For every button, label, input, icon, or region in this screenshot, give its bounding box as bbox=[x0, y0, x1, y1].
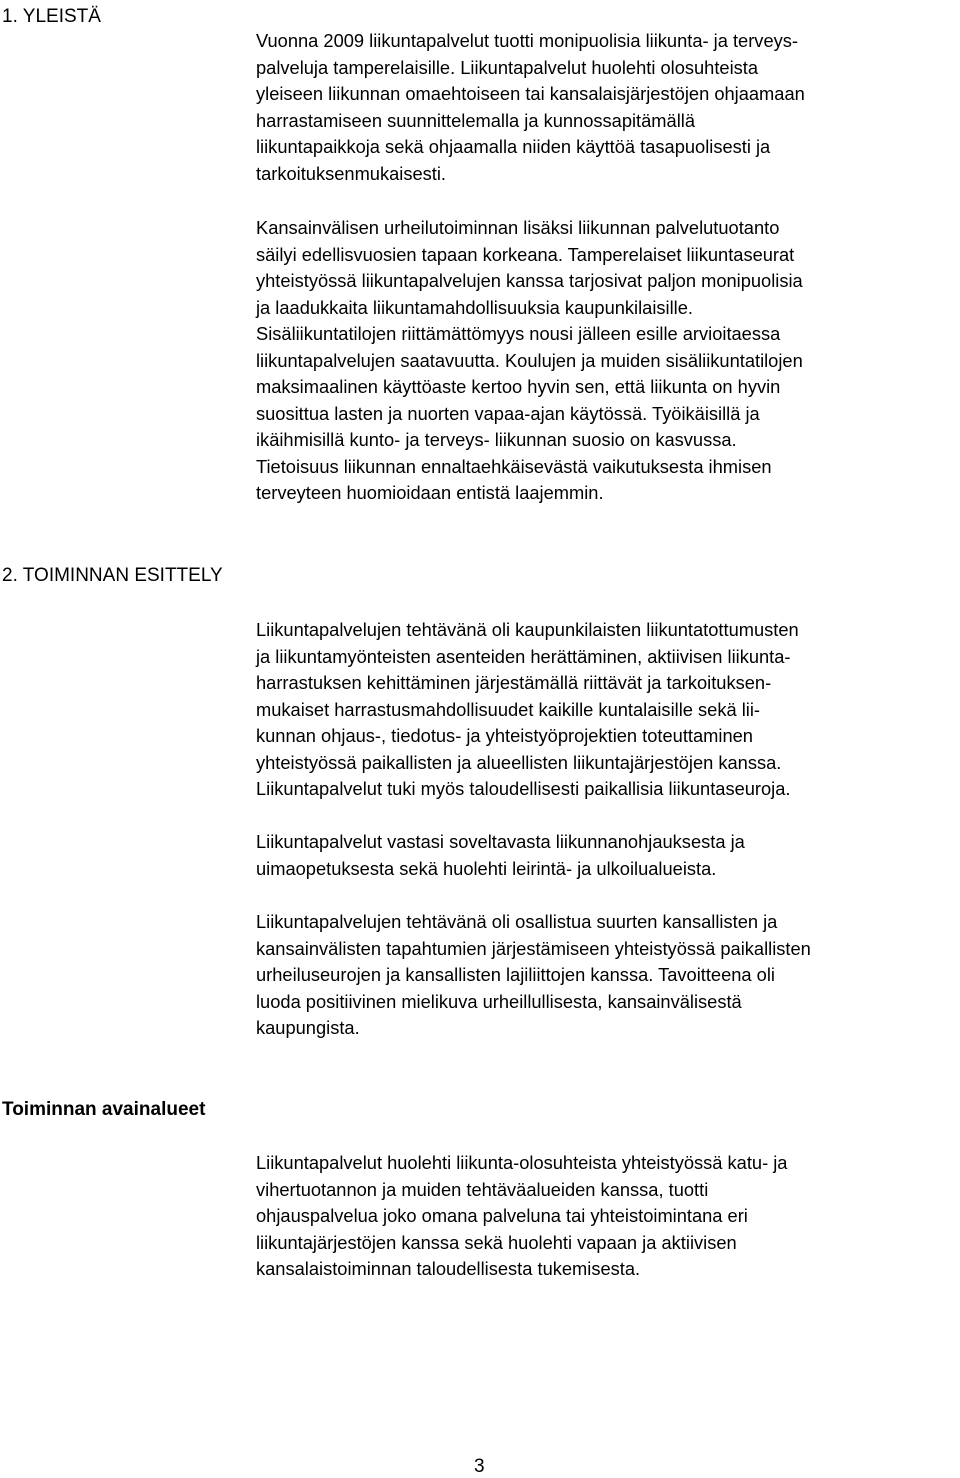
subheading-toiminnan-avainalueet: Toiminnan avainalueet bbox=[2, 1099, 206, 1120]
text-line: palveluja tamperelaisille. Liikuntapalvelut huolehti olosuhteista bbox=[256, 56, 759, 78]
text-line: uimaopetuksesta sekä huolehti leirintä- ja ulkoilualueista. bbox=[256, 857, 717, 879]
text-line: Liikuntapalvelut vastasi soveltavasta liikunnanohjauksesta ja bbox=[256, 831, 745, 852]
text-line: luoda positiivinen mielikuva urheillullisesta, kansainvälisestä bbox=[256, 990, 742, 1012]
text-line: liikuntapaikkoja sekä ohjaamalla niiden käyttöä tasapuolisesti ja bbox=[256, 136, 771, 157]
paragraph bbox=[256, 215, 960, 507]
text-line: liikuntapalvelujen saatavuutta. Koulujen ja muiden sisäliikuntatilojen bbox=[256, 349, 803, 371]
text-line: ohjauspalvelua joko omana palveluna tai yhteistoimintana eri bbox=[256, 1205, 748, 1226]
section-heading-toiminnan-esittely: 2. TOIMINNAN ESITTELY bbox=[2, 565, 223, 586]
text-line: säilyi edellisvuosien tapaan korkeana. Tamperelaiset liikuntaseurat bbox=[256, 243, 795, 265]
text-line: yhteistyössä liikuntapalvelujen kanssa tarjosivat paljon monipuolisia bbox=[256, 270, 803, 291]
text-line: Liikuntapalvelujen tehtävänä oli osallistua suurten kansallisten ja bbox=[256, 911, 778, 932]
text-line: harrastuksen kehittäminen järjestämällä riittävät ja tarkoituksen- bbox=[256, 672, 772, 693]
text-line: kunnan ohjaus-, tiedotus- ja yhteistyöprojektien toteuttaminen bbox=[256, 725, 753, 746]
text-line: Sisäliikuntatilojen riittämättömyys nousi jälleen esille arvioitaessa bbox=[256, 323, 781, 344]
paragraph bbox=[256, 909, 960, 1042]
text-line: terveyteen huomioidaan entistä laajemmin. bbox=[256, 482, 604, 503]
text-line: vihertuotannon ja muiden tehtäväalueiden kanssa, tuotti bbox=[256, 1178, 709, 1200]
paragraph bbox=[256, 829, 960, 882]
text-line: harrastamiseen suunnittelemalla ja kunnossapitämällä bbox=[256, 109, 695, 131]
text-line: kansalaistoiminnan taloudellisesta tukemisesta. bbox=[256, 1258, 641, 1279]
text-line: suosittua lasten ja nuorten vapaa-ajan käytössä. Työikäisillä ja bbox=[256, 402, 760, 424]
paragraph bbox=[256, 1150, 960, 1283]
text-line: Liikuntapalvelut tuki myös taloudellisesti paikallisia liikuntaseuroja. bbox=[256, 778, 791, 799]
text-line: yleiseen liikunnan omaehtoiseen tai kansalaisjärjestöjen ohjaamaan bbox=[256, 83, 805, 104]
text-line: kansainvälisten tapahtumien järjestämiseen yhteistyössä paikallisten bbox=[256, 937, 811, 959]
text-line: yhteistyössä paikallisten ja alueellisten liikuntajärjestöjen kanssa. bbox=[256, 751, 782, 773]
text-line: mukaiset harrastusmahdollisuudet kaikille kuntalaisille sekä lii- bbox=[256, 698, 760, 720]
text-line: ikäihmisillä kunto- ja terveys- liikunnan suosio on kasvussa. bbox=[256, 429, 737, 450]
text-line: Vuonna 2009 liikuntapalvelut tuotti monipuolisia liikunta- ja terveys- bbox=[256, 30, 798, 51]
page-number: 3 bbox=[474, 1456, 485, 1477]
text-line: Liikuntapalvelut huolehti liikunta-olosuhteista yhteistyössä katu- ja bbox=[256, 1152, 788, 1173]
text-line: ja liikuntamyönteisten asenteiden herättäminen, aktiivisen liikunta- bbox=[256, 645, 791, 667]
text-line: kaupungista. bbox=[256, 1017, 360, 1038]
text-line: tarkoituksenmukaisesti. bbox=[256, 162, 446, 184]
text-line: maksimaalinen käyttöaste kertoo hyvin sen, että liikunta on hyvin bbox=[256, 376, 781, 397]
text-line: ja laadukkaita liikuntamahdollisuuksia kaupunkilaisille. bbox=[256, 296, 693, 318]
text-line: Liikuntapalvelujen tehtävänä oli kaupunkilaisten liikuntatottumusten bbox=[256, 619, 799, 640]
section-heading-yleista: 1. YLEISTÄ bbox=[2, 6, 101, 27]
paragraph bbox=[256, 28, 960, 187]
text-line: Tietoisuus liikunnan ennaltaehkäisevästä vaikutuksesta ihmisen bbox=[256, 455, 772, 477]
text-line: liikuntajärjestöjen kanssa sekä huolehti vapaan ja aktiivisen bbox=[256, 1231, 737, 1253]
text-line: urheiluseurojen ja kansallisten lajiliittojen kanssa. Tavoitteena oli bbox=[256, 964, 775, 985]
text-line: Kansainvälisen urheilutoiminnan lisäksi liikunnan palvelutuotanto bbox=[256, 217, 780, 238]
paragraph bbox=[256, 617, 960, 803]
